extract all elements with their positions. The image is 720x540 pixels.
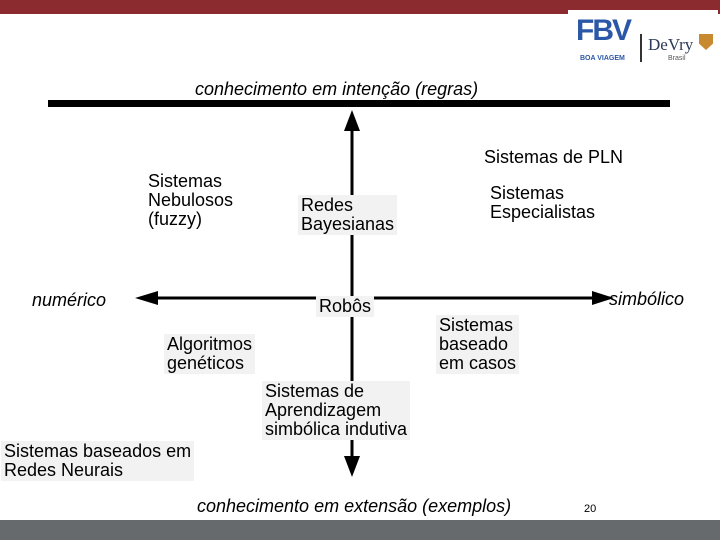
top-axis-label: conhecimento em intenção (regras) <box>195 79 479 99</box>
right-axis-label: simbólico <box>609 289 685 309</box>
left-axis-label: numérico <box>32 290 107 310</box>
fbv-logo-subtitle: BOA VIAGEM <box>580 55 625 62</box>
item-especialistas: Sistemas Especialistas <box>490 183 596 222</box>
item-robos: Robôs <box>316 296 374 317</box>
vertical-arrow-down <box>344 456 360 477</box>
top-axis-line <box>48 100 670 107</box>
item-redes-bayesianas: Redes Bayesianas <box>298 195 397 235</box>
item-algoritmos: Algoritmos genéticos <box>164 334 255 374</box>
item-pln: Sistemas de PLN <box>484 147 624 167</box>
devry-logo-subtitle: Brasil <box>668 55 686 62</box>
horizontal-arrow-left <box>135 291 158 305</box>
item-casos: Sistemas baseado em casos <box>436 315 519 374</box>
item-aprendizagem: Sistemas de Aprendizagem simbólica indutiva <box>262 381 410 440</box>
bottom-axis-label: conhecimento em extensão (exemplos) <box>197 496 512 516</box>
vertical-arrow-up <box>344 110 360 131</box>
item-nebulosos: Sistemas Nebulosos (fuzzy) <box>148 171 234 229</box>
devry-logo: DeVry <box>648 35 694 54</box>
fbv-logo: FBV <box>576 14 630 47</box>
page-number: 20 <box>584 503 597 515</box>
item-neurais: Sistemas baseados em Redes Neurais <box>1 441 194 481</box>
